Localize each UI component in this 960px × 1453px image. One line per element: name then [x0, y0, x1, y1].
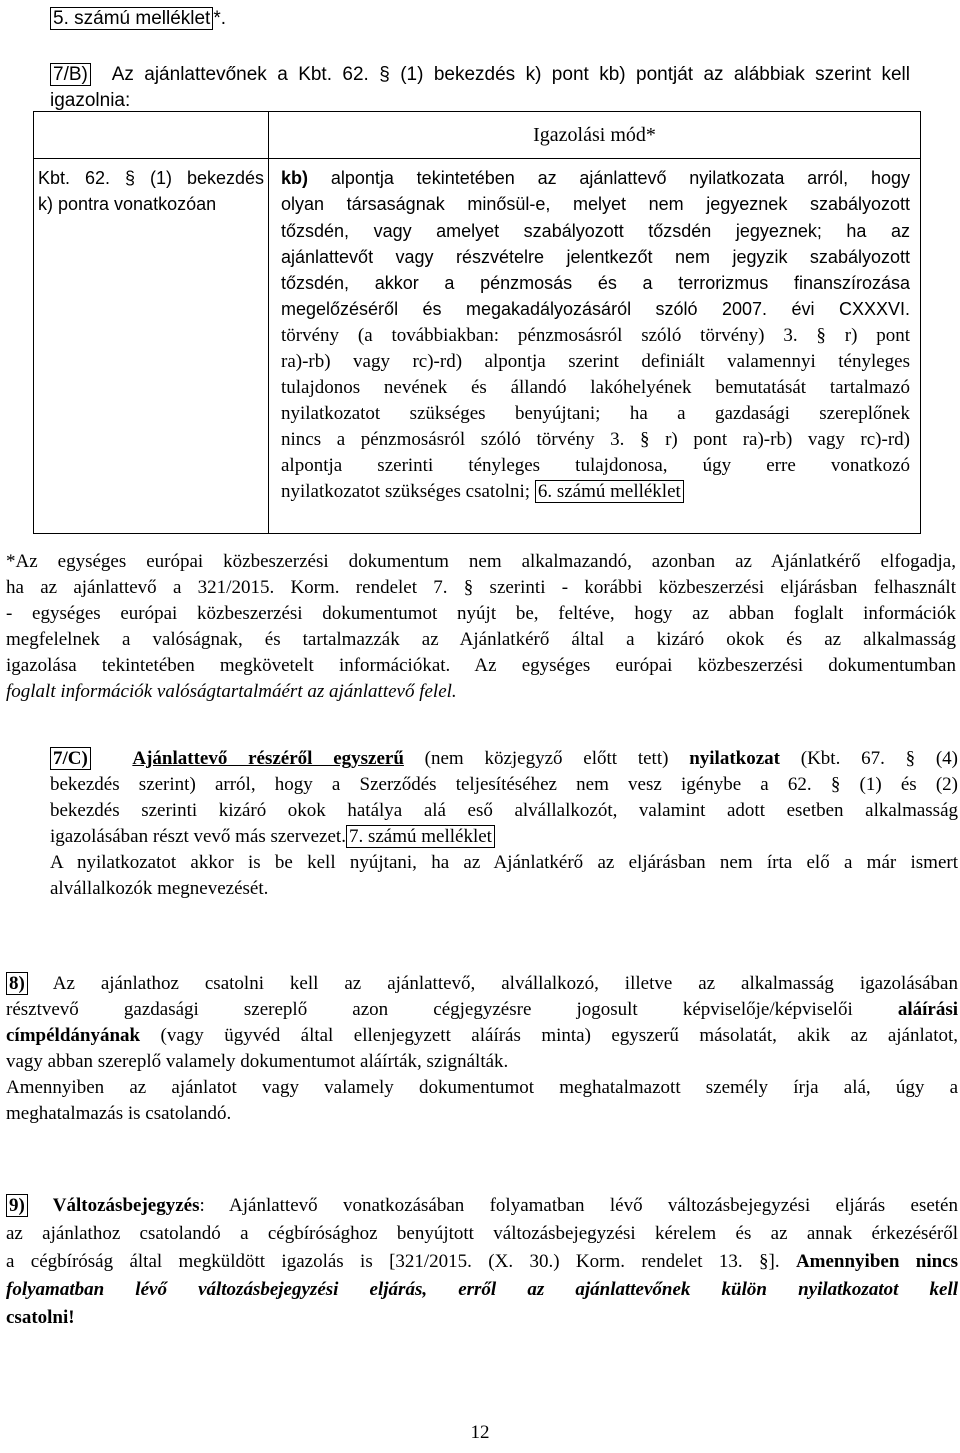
table-left-line1: Kbt. 62. § (1) bekezdés [38, 168, 264, 188]
footnote-line: igazolása tekintetében megkövetelt információkat. Az egységes európai közbeszerzési dokumentumban [6, 655, 956, 676]
section-7c-title: Ajánlattevő részéről egyszerű [132, 748, 404, 769]
section-7c-bold: nyilatkozat [689, 748, 780, 769]
table-row [34, 159, 921, 534]
section-7c-line: bekezdés szerinti kizáró okok hatálya alá eső alvállalkozót, valamint adott esetben alkalmasság [50, 800, 958, 821]
table-right-bold: kb) [281, 168, 308, 188]
footnote-line: - egységes európai közbeszerzési dokumentumot nyújt be, feltéve, hogy az abban foglalt információk [6, 603, 956, 624]
section-9-title: Változásbejegyzés [27, 1195, 200, 1216]
table-right-line: tulajdonos nevének és állandó lakóhelyének bemutatását tartalmazó [281, 376, 910, 398]
table-left-cell [34, 159, 269, 534]
annex-label: 5. számú melléklet [50, 7, 213, 30]
section-8-line: vagy abban szereplő valamely dokumentumot aláírták, szignálták. [6, 1051, 509, 1072]
section-7c-line: igazolásában részt vevő más szervezet. 7. számú melléklet [50, 824, 958, 850]
footnote-line: megfelelnek a valóságnak, és tartalmazzák az Ajánlatkérő által a kizáró okok és az alkalmasság [6, 629, 956, 650]
section-7b-number: 7/B) [50, 63, 91, 86]
table-right-line: tőzsdén, akkor a pénzmosás és a terrorizmus finanszírozása [281, 273, 910, 294]
page-number: 12 [470, 1422, 490, 1443]
section-7c-number: 7/C) [50, 747, 91, 770]
table-right-line: nyilatkozatot szükséges benyújtani; ha a gazdasági szereplőnek [281, 402, 910, 424]
table-header-empty [34, 112, 269, 159]
table-right-last-line: nyilatkozatot szükséges csatolni; 6. számú melléklet [281, 479, 910, 505]
table-right-line: alpontja szerinti tényleges tulajdonosa, úgy erre vonatkozó [281, 454, 910, 476]
table-header-cell [269, 112, 921, 159]
section-8-line: meghatalmazás is csatolandó. [6, 1103, 232, 1124]
table-right-line: megelőzéséről és megakadályozásáról szóló 2007. évi CXXXVI. [281, 299, 910, 320]
footnote-line: foglalt információk valóságtartalmáért az ajánlattevő felel. [6, 681, 457, 702]
annex-star: *. [213, 8, 227, 29]
section-7c-note: alvállalkozók megnevezését. [50, 878, 269, 899]
section-8-line: résztvevő gazdasági szereplő azon cégjegyzésre jogosult képviselője/képviselői aláírási [6, 999, 958, 1020]
section-9-line: a cégbíróság által megküldött igazolás is [321/2015. (X. 30.) Korm. rendelet 13. §]. Amennyiben nincs [6, 1251, 958, 1272]
section-9 [6, 1192, 958, 1332]
table-right-line: nincs a pénzmosásról szóló törvény 3. § r) pont ra)-rb) vagy rc)-rd) [281, 428, 910, 450]
section-7c-line: bekezdés szerint) arról, hogy a Szerződés teljesítéséhez nem vesz igénybe a 62. § (1) és (2) [50, 774, 958, 795]
table-right-line: kb) alpontja tekintetében az ajánlattevő nyilatkozata arról, hogy [281, 168, 910, 188]
section-7b [50, 62, 910, 114]
table-right-line: olyan társaságnak minősül-e, melyet nem jegyeznek szabályozott [281, 194, 910, 215]
section-7c [50, 746, 958, 902]
section-7b-line1 [50, 62, 910, 88]
section-8-line: címpéldányának (vagy ügyvéd által ellenjegyzett aláírás minta) egyszerű másolatát, akik az ajánlatot, [6, 1025, 958, 1046]
section-9-line: 9) Változásbejegyzés: Ajánlattevő vonatkozásában folyamatban lévő változásbejegyzési eljárás esetén [6, 1192, 958, 1220]
section-8-number: 8) [6, 972, 28, 995]
section-7b-line2: igazolnia: [50, 90, 131, 111]
table-right-cell [269, 159, 921, 534]
table-right-line: ajánlattevőt vagy részvételre jelentkezőt nem jegyzik szabályozott [281, 246, 910, 267]
section-8-line: Amennyiben az ajánlatot vagy valamely dokumentumot meghatalmazott személy írja alá, úgy a [6, 1077, 958, 1098]
footnote-line: ha az ajánlattevő a 321/2015. Korm. rendelet 7. § szerinti - korábbi közbeszerzési eljárásban felhasznált [6, 577, 956, 598]
annex-6-link[interactable]: 6. számú melléklet [535, 480, 684, 503]
annex-heading [50, 6, 226, 32]
section-7c-line1: 7/C) Ajánlattevő részéről egyszerű (nem közjegyző előtt tett) nyilatkozat (Kbt. 67. § (4) [50, 746, 958, 772]
footnote [6, 549, 956, 705]
table-left-line2: k) pontra vonatkozóan [38, 194, 217, 214]
table-right-line: ra)-rb) vagy rc)-rd) alpontja szerint definiált valamennyi tényleges [281, 350, 910, 372]
section-9-line: csatolni! [6, 1307, 75, 1328]
table-header-label: Igazolási mód* [533, 124, 656, 146]
footnote-line: *Az egységes európai közbeszerzési dokumentum nem alkalmazandó, azonban az Ajánlatkérő elfogadja, [6, 551, 956, 572]
section-8-line: 8) Az ajánlathoz csatolni kell az ajánlattevő, alvállalkozó, illetve az alkalmasság igazolásában [6, 971, 958, 997]
section-7b-text: Az ajánlattevőnek a Kbt. 62. § (1) bekezdés k) pont kb) pontját az alábbiak szerint kell [111, 64, 910, 85]
section-9-number: 9) [6, 1194, 28, 1217]
section-9-line: az ajánlathoz csatolandó a cégbírósághoz benyújtott változásbejegyzési kérelem és az annak érkezéséről [6, 1223, 958, 1244]
section-8 [6, 971, 958, 1127]
table-right-line: tőzsdén, vagy amelyet szabályozott tőzsdén jegyeznek; ha az [281, 220, 910, 241]
table-header-row [34, 112, 921, 159]
section-7c-note: A nyilatkozatot akkor is be kell nyújtani, ha az Ajánlatkérő az eljárásban nem írta elő a már ismert [50, 852, 958, 873]
annex-7-link[interactable]: 7. számú melléklet [346, 825, 495, 848]
table-right-line: törvény (a továbbiakban: pénzmosásról szóló törvény) 3. § r) pont [281, 324, 910, 346]
verification-table [33, 111, 921, 534]
section-9-line: folyamatban lévő változásbejegyzési eljárás, erről az ajánlattevőnek külön nyilatkozatot kell [6, 1279, 958, 1300]
